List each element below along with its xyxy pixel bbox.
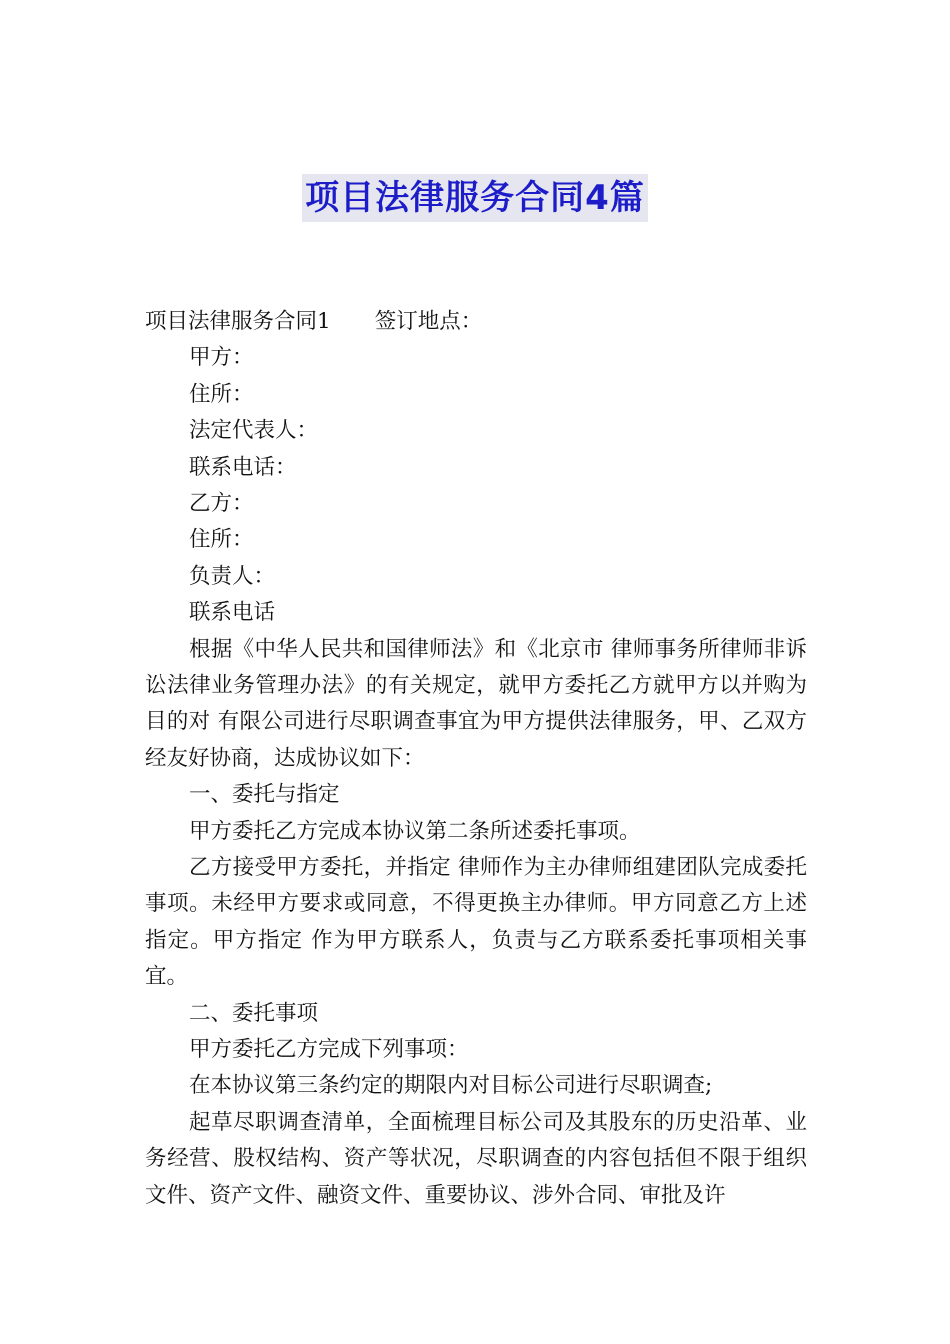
section-2-paragraph-3: 起草尽职调查清单，全面梳理目标公司及其股东的历史沿革、业务经营、股权结构、资产等状况，尽职调查的内容包括但不限于组织文件、资产文件、融资文件、重要协议、涉外合同、审批及许 xyxy=(145,1109,807,1208)
party-a-address-line: 住所： xyxy=(189,381,254,407)
section-1-heading: 一、委托与指定 xyxy=(189,782,340,808)
section-1-paragraph-1: 甲方委托乙方完成本协议第二条所述委托事项。 xyxy=(189,818,641,844)
section-2-paragraph-2: 在本协议第三条约定的期限内对目标公司进行尽职调查; xyxy=(189,1073,713,1099)
signing-place-label: 签订地点： xyxy=(374,309,483,334)
party-a-phone-line: 联系电话： xyxy=(189,454,297,480)
section-2-paragraph-1: 甲方委托乙方完成下列事项： xyxy=(189,1036,469,1062)
document-body xyxy=(145,304,807,1214)
party-b-address-line: 住所： xyxy=(189,527,254,553)
contract-heading-line xyxy=(145,304,807,340)
party-b-phone-line: 联系电话 xyxy=(189,600,276,626)
party-b-responsible-line: 负责人： xyxy=(189,563,276,589)
party-b-line: 乙方： xyxy=(189,490,254,516)
party-a-line: 甲方： xyxy=(189,345,254,371)
section-1-paragraph-2: 乙方接受甲方委托，并指定 律师作为主办律师组建团队完成委托事项。未经甲方要求或同意，不得更换主办律师。甲方同意乙方上述指定。甲方指定 作为甲方联系人，负责与乙方联系委托事项相关事宜。 xyxy=(145,854,807,990)
intro-paragraph: 根据《中华人民共和国律师法》和《北京市 律师事务所律师非诉讼法律业务管理办法》的有关规定，就甲方委托乙方就甲方以并购为目的对 有限公司进行尽职调查事宜为甲方提供法律服务，甲、乙双方经友好协商，达成协议如下： xyxy=(145,636,807,771)
title-container xyxy=(0,174,950,222)
contract-heading: 项目法律服务合同1 xyxy=(145,309,331,334)
document-title: 项目法律服务合同4篇 xyxy=(302,174,648,222)
party-a-legal-rep-line: 法定代表人： xyxy=(189,418,319,444)
section-2-heading: 二、委托事项 xyxy=(189,1000,319,1026)
